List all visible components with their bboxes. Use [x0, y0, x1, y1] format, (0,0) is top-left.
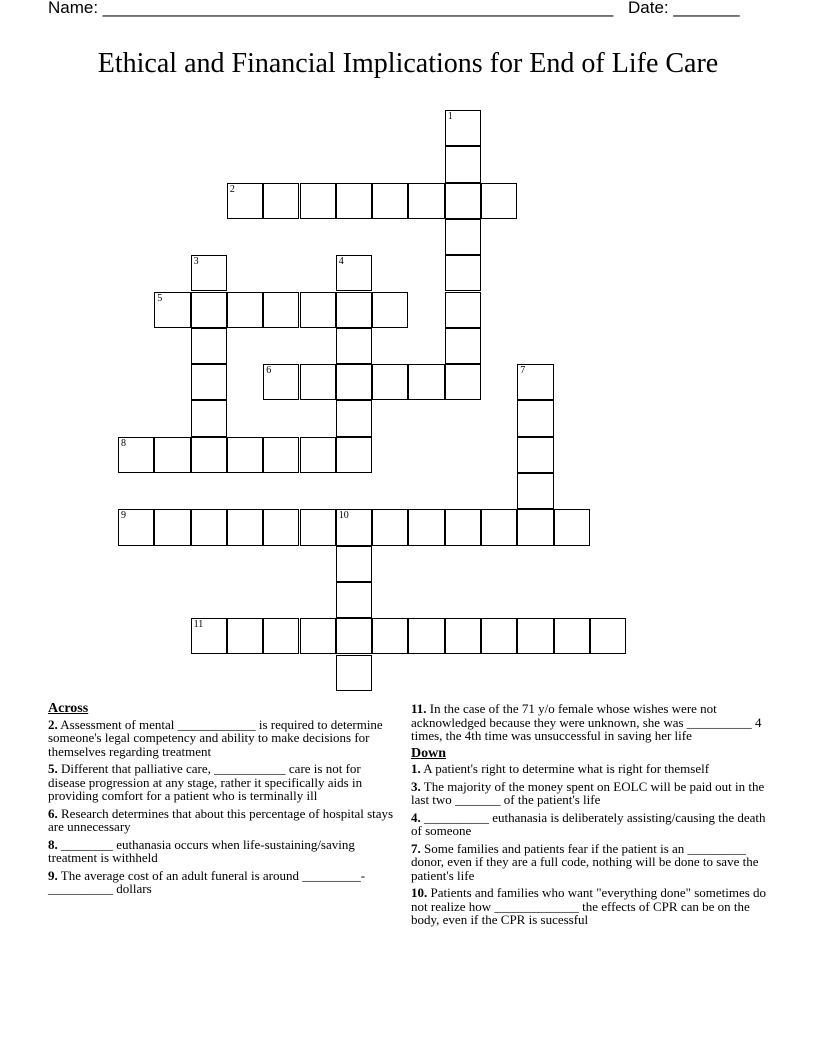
crossword-cell[interactable]: [227, 183, 263, 219]
clue-down-10: [411, 886, 773, 927]
crossword-cell[interactable]: [154, 509, 190, 545]
clue-down-1: [411, 762, 773, 776]
page-title: Ethical and Financial Implications for End of Life Care: [97, 48, 719, 79]
crossword-cell[interactable]: [517, 509, 553, 545]
crossword-cell[interactable]: [372, 618, 408, 654]
clue-number: 3.: [411, 778, 421, 794]
crossword-cell[interactable]: [336, 364, 372, 400]
clue-text: In the case of the 71 y/o female whose wishes were not acknowledged because they were unknown, she was __________ 4 times, the 4th time was unsuccessful in saving her life: [411, 701, 762, 743]
crossword-cell[interactable]: [445, 219, 481, 255]
clue-text: Assessment of mental ____________ is required to determine someone's legal competency and ability to make decisions for themselves regarding treatment: [48, 716, 383, 759]
crossword-cell[interactable]: [191, 437, 227, 473]
clue-text: The majority of the money spent on EOLC will be paid out in the last two _______ of the patient's life: [411, 778, 765, 807]
crossword-cell[interactable]: [191, 618, 227, 654]
cell-number: 6: [266, 365, 272, 377]
crossword-cell[interactable]: [336, 618, 372, 654]
crossword-cell[interactable]: [300, 437, 336, 473]
clues-right-column: [411, 702, 773, 931]
crossword-cell[interactable]: [191, 400, 227, 436]
clue-number: 5.: [48, 761, 58, 776]
crossword-cell[interactable]: [263, 292, 299, 328]
crossword-cell[interactable]: [372, 364, 408, 400]
date-field-label[interactable]: Date: _______: [628, 0, 740, 17]
crossword-cell[interactable]: [517, 618, 553, 654]
cell-number: 5: [157, 292, 163, 304]
across-heading: Across: [48, 701, 89, 716]
crossword-cell[interactable]: [191, 255, 227, 291]
crossword-cell[interactable]: [227, 292, 263, 328]
clue-number: 11.: [411, 701, 427, 716]
crossword-cell[interactable]: [336, 328, 372, 364]
crossword-cell[interactable]: [336, 292, 372, 328]
crossword-cell[interactable]: [372, 509, 408, 545]
clue-across-11: [411, 702, 773, 743]
clues-left-column: [48, 702, 400, 900]
cell-number: 9: [121, 510, 126, 522]
crossword-cell[interactable]: [336, 255, 372, 291]
crossword-cell[interactable]: [554, 509, 590, 545]
clue-number: 7.: [411, 840, 421, 856]
clue-text: Research determines that about this percentage of hospital stays are unnecessary: [48, 805, 394, 834]
crossword-cell[interactable]: [336, 437, 372, 473]
clue-across-2: [48, 718, 400, 759]
clue-number: 4.: [411, 809, 421, 825]
cell-number: 7: [520, 365, 526, 377]
name-field-label[interactable]: Name: ______________________________________________________: [48, 0, 614, 17]
crossword-cell[interactable]: [227, 618, 263, 654]
crossword-cell[interactable]: [481, 618, 517, 654]
clue-across-6: [48, 807, 400, 834]
clue-down-4: [411, 811, 773, 838]
crossword-cell[interactable]: [590, 618, 626, 654]
clue-across-5: [48, 762, 400, 803]
clue-text: Different that palliative care, ___________ care is not for disease progression at any stage, rather it specifically aids in providing comfort for a patient who is terminally ill: [48, 761, 363, 803]
clue-across-9: [48, 869, 400, 896]
clue-down-7: [411, 842, 773, 883]
crossword-cell[interactable]: [191, 292, 227, 328]
crossword-cell[interactable]: [481, 183, 517, 219]
crossword-cell[interactable]: [445, 618, 481, 654]
cell-number: 10: [338, 510, 349, 522]
crossword-cell[interactable]: [554, 618, 590, 654]
crossword-cell[interactable]: [154, 292, 190, 328]
crossword-cell[interactable]: [300, 618, 336, 654]
cell-number: 2: [229, 183, 235, 195]
cell-number: 8: [121, 437, 126, 449]
crossword-cell[interactable]: [517, 437, 553, 473]
crossword-cell[interactable]: [336, 582, 372, 618]
crossword-cell[interactable]: [481, 509, 517, 545]
crossword-cell[interactable]: [372, 183, 408, 219]
crossword-cell[interactable]: [300, 509, 336, 545]
crossword-cell[interactable]: [263, 618, 299, 654]
crossword-cell[interactable]: [118, 509, 154, 545]
down-heading: Down: [411, 745, 447, 761]
crossword-cell[interactable]: [300, 292, 336, 328]
clue-text: A patient's right to determine what is right for themself: [423, 761, 710, 776]
clue-number: 9.: [48, 867, 58, 883]
clue-across-8: [48, 838, 400, 865]
crossword-cell[interactable]: [191, 364, 227, 400]
crossword-cell[interactable]: [300, 183, 336, 219]
crossword-cell[interactable]: [263, 437, 299, 473]
crossword-cell[interactable]: [263, 509, 299, 545]
crossword-cell[interactable]: [227, 437, 263, 473]
cell-number: 11: [193, 619, 204, 631]
clue-text: __________ euthanasia is deliberately assisting/causing the death of someone: [411, 809, 766, 838]
crossword-cell[interactable]: [227, 509, 263, 545]
crossword-cell[interactable]: [445, 110, 481, 146]
crossword-cell[interactable]: [408, 183, 444, 219]
clue-text: Some families and patients fear if the patient is an _________ donor, even if they are a full code, nothing will be done to save the patient's life: [411, 840, 759, 883]
crossword-cell[interactable]: [263, 364, 299, 400]
clue-text: ________ euthanasia occurs when life-sustaining/saving treatment is withheld: [48, 836, 355, 865]
clue-down-3: [411, 780, 773, 807]
crossword-cell[interactable]: [118, 437, 154, 473]
cell-number: 4: [338, 256, 344, 268]
crossword-cell[interactable]: [408, 364, 444, 400]
crossword-cell[interactable]: [445, 183, 481, 219]
clue-text: Patients and families who want "everything done" sometimes do not realize how _____________ the effects of CPR can be on the body, even if the CPR is sucessful: [411, 885, 767, 927]
crossword-cell[interactable]: [154, 437, 190, 473]
crossword-cell[interactable]: [517, 473, 553, 509]
crossword-cell[interactable]: [445, 509, 481, 545]
clue-number: 1.: [411, 761, 421, 776]
crossword-cell[interactable]: [445, 328, 481, 364]
crossword-cell[interactable]: [191, 328, 227, 364]
crossword-cell[interactable]: [408, 618, 444, 654]
crossword-cell[interactable]: [263, 183, 299, 219]
clue-number: 8.: [48, 836, 58, 852]
clue-number: 2.: [48, 716, 58, 732]
crossword-cell[interactable]: [445, 292, 481, 328]
cell-number: 3: [193, 256, 199, 268]
crossword-cell[interactable]: [336, 509, 372, 545]
crossword-cell[interactable]: [517, 400, 553, 436]
crossword-cell[interactable]: [336, 655, 372, 691]
crossword-cell[interactable]: [300, 364, 336, 400]
cell-number: 1: [447, 111, 453, 122]
crossword-cell[interactable]: [336, 546, 372, 582]
clue-text: The average cost of an adult funeral is around _________-__________ dollars: [48, 867, 366, 896]
clue-number: 10.: [411, 885, 428, 900]
crossword-cell[interactable]: [372, 292, 408, 328]
crossword-cell[interactable]: [408, 509, 444, 545]
clue-number: 6.: [48, 805, 58, 821]
crossword-cell[interactable]: [336, 183, 372, 219]
crossword-cell[interactable]: [336, 400, 372, 436]
crossword-cell[interactable]: [191, 509, 227, 545]
crossword-cell[interactable]: [445, 255, 481, 291]
crossword-cell[interactable]: [517, 364, 553, 400]
crossword-cell[interactable]: [445, 146, 481, 182]
crossword-cell[interactable]: [445, 364, 481, 400]
